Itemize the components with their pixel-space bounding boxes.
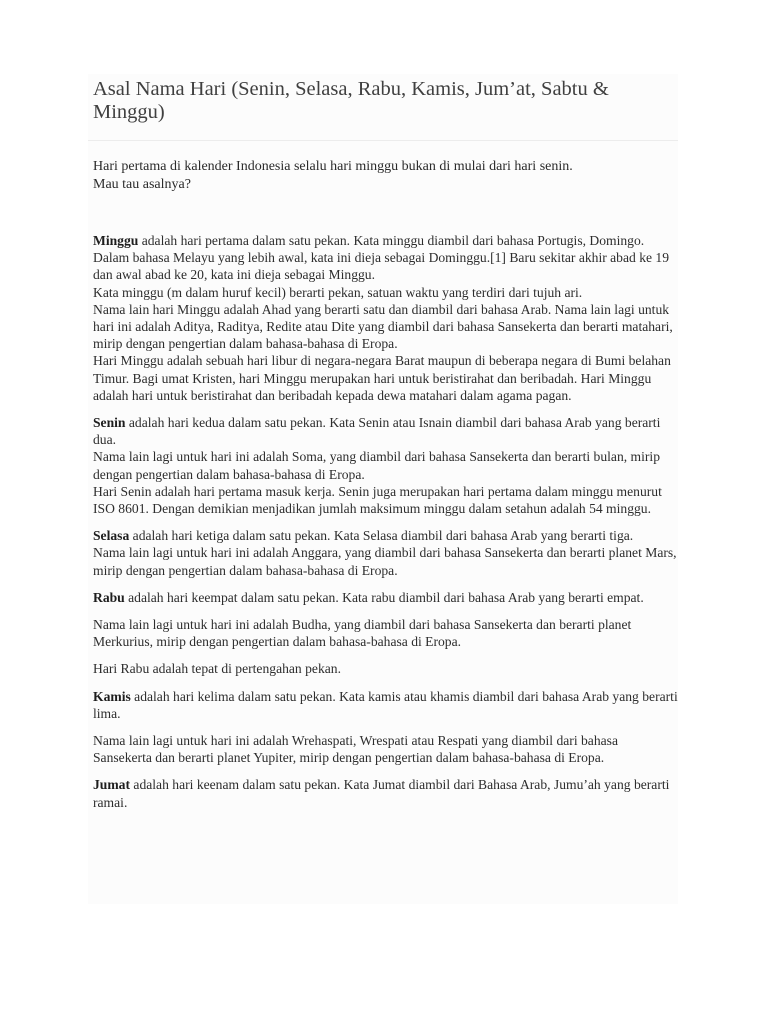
term-selasa: Selasa: [93, 528, 130, 544]
section-rabu: [93, 589, 678, 606]
term-minggu: Minggu: [93, 233, 139, 248]
jumat-lead: adalah hari keenam dalam satu pekan. Kata Jumat diambil dari Bahasa Arab, Jumu’ah yang berarti ramai.: [93, 777, 670, 810]
document-page: [88, 74, 678, 904]
rabu-paragraph-3: Hari Rabu adalah tepat di pertengahan pekan.: [93, 661, 341, 677]
senin-line: Nama lain lagi untuk hari ini adalah Soma, yang diambil dari bahasa Sansekerta dan berarti bulan, mirip dengan pengertian dalam bahasa-bahasa di Eropa.: [93, 449, 660, 482]
kamis-paragraph-2: Nama lain lagi untuk hari ini adalah Wrehaspati, Wrespati atau Respati yang diambil dari bahasa Sansekerta dan berarti planet Yupiter, mirip dengan pengertian dalam bahasa-bahasa di Eropa.: [93, 733, 618, 766]
intro-line: Hari pertama di kalender Indonesia selalu hari minggu bukan di mulai dari hari senin.: [93, 159, 573, 174]
senin-lead: adalah hari kedua dalam satu pekan. Kata Senin atau Isnain diambil dari bahasa Arab yang berarti dua.: [93, 415, 661, 448]
section-selasa: [93, 527, 678, 579]
senin-line: Hari Senin adalah hari pertama masuk kerja. Senin juga merupakan hari pertama dalam minggu menurut ISO 8601. Dengan demikian menjadikan jumlah maksimum minggu dalam setahun adalah 54 minggu.: [93, 483, 662, 517]
section-kamis: [93, 688, 678, 722]
section-jumat: [93, 776, 678, 810]
term-kamis: Kamis: [93, 688, 131, 704]
intro-line: Mau tau asalnya?: [93, 177, 191, 192]
term-jumat: Jumat: [93, 777, 131, 793]
rabu-lead: adalah hari keempat dalam satu pekan. Kata rabu diambil dari bahasa Arab yang berarti empat.: [124, 589, 644, 605]
intro-paragraph: [93, 158, 678, 194]
minggu-line: Hari Minggu adalah sebuah hari libur di negara-negara Barat maupun di beberapa negara di Bumi belahan Timur. Bagi umat Kristen, hari Minggu merupakan hari untuk beristirahat dan beribadah. Hari Minggu adalah hari untuk beristirahat dan beribadah kepada dewa matahari dalam agama pagan.: [93, 353, 671, 403]
kamis-lead: adalah hari kelima dalam satu pekan. Kata kamis atau khamis diambil dari bahasa Arab yang berarti lima.: [93, 688, 678, 721]
senin-lead-line: [93, 414, 678, 448]
page-title: Asal Nama Hari (Senin, Selasa, Rabu, Kamis, Jum’at, Sabtu & Minggu): [93, 78, 609, 123]
title-divider: [88, 140, 678, 141]
selasa-lead: adalah hari ketiga dalam satu pekan. Kata Selasa diambil dari bahasa Arab yang berarti tiga.: [129, 528, 634, 544]
minggu-lead: adalah hari pertama dalam satu pekan. Kata minggu diambil dari bahasa Portugis, Domingo. Dalam bahasa Melayu yang lebih awal, kata ini dieja sebagai Dominggu.[1] Baru sekitar akhir abad ke 19 dan awal abad ke 20, kata ini dieja sebagai Minggu.: [93, 233, 670, 283]
minggu-line: Kata minggu (m dalam huruf kecil) berarti pekan, satuan waktu yang terdiri dari tujuh ari.: [93, 284, 583, 300]
selasa-line: Nama lain lagi untuk hari ini adalah Anggara, yang diambil dari bahasa Sansekerta dan berarti planet Mars, mirip dengan pengertian dalam bahasa-bahasa di Eropa.: [93, 545, 677, 578]
minggu-line: Nama lain hari Minggu adalah Ahad yang berarti satu dan diambil dari bahasa Arab. Nama lain lagi untuk hari ini adalah Aditya, Raditya, Redite atau Dite yang diambil dari bahasa Sansekerta dan berarti matahari, mirip dengan pengertian dalam bahasa-bahasa di Eropa.: [93, 301, 673, 352]
selasa-lead-line: [93, 527, 678, 544]
article-body: [93, 232, 678, 811]
term-rabu: Rabu: [93, 589, 125, 605]
section-senin: [93, 414, 678, 517]
rabu-paragraph-2: Nama lain lagi untuk hari ini adalah Budha, yang diambil dari bahasa Sansekerta dan berarti planet Merkurius, mirip dengan pengertian dalam bahasa-bahasa di Eropa.: [93, 617, 632, 650]
term-senin: Senin: [93, 415, 126, 431]
minggu-lead-line: [93, 232, 678, 284]
section-minggu: [93, 232, 678, 404]
